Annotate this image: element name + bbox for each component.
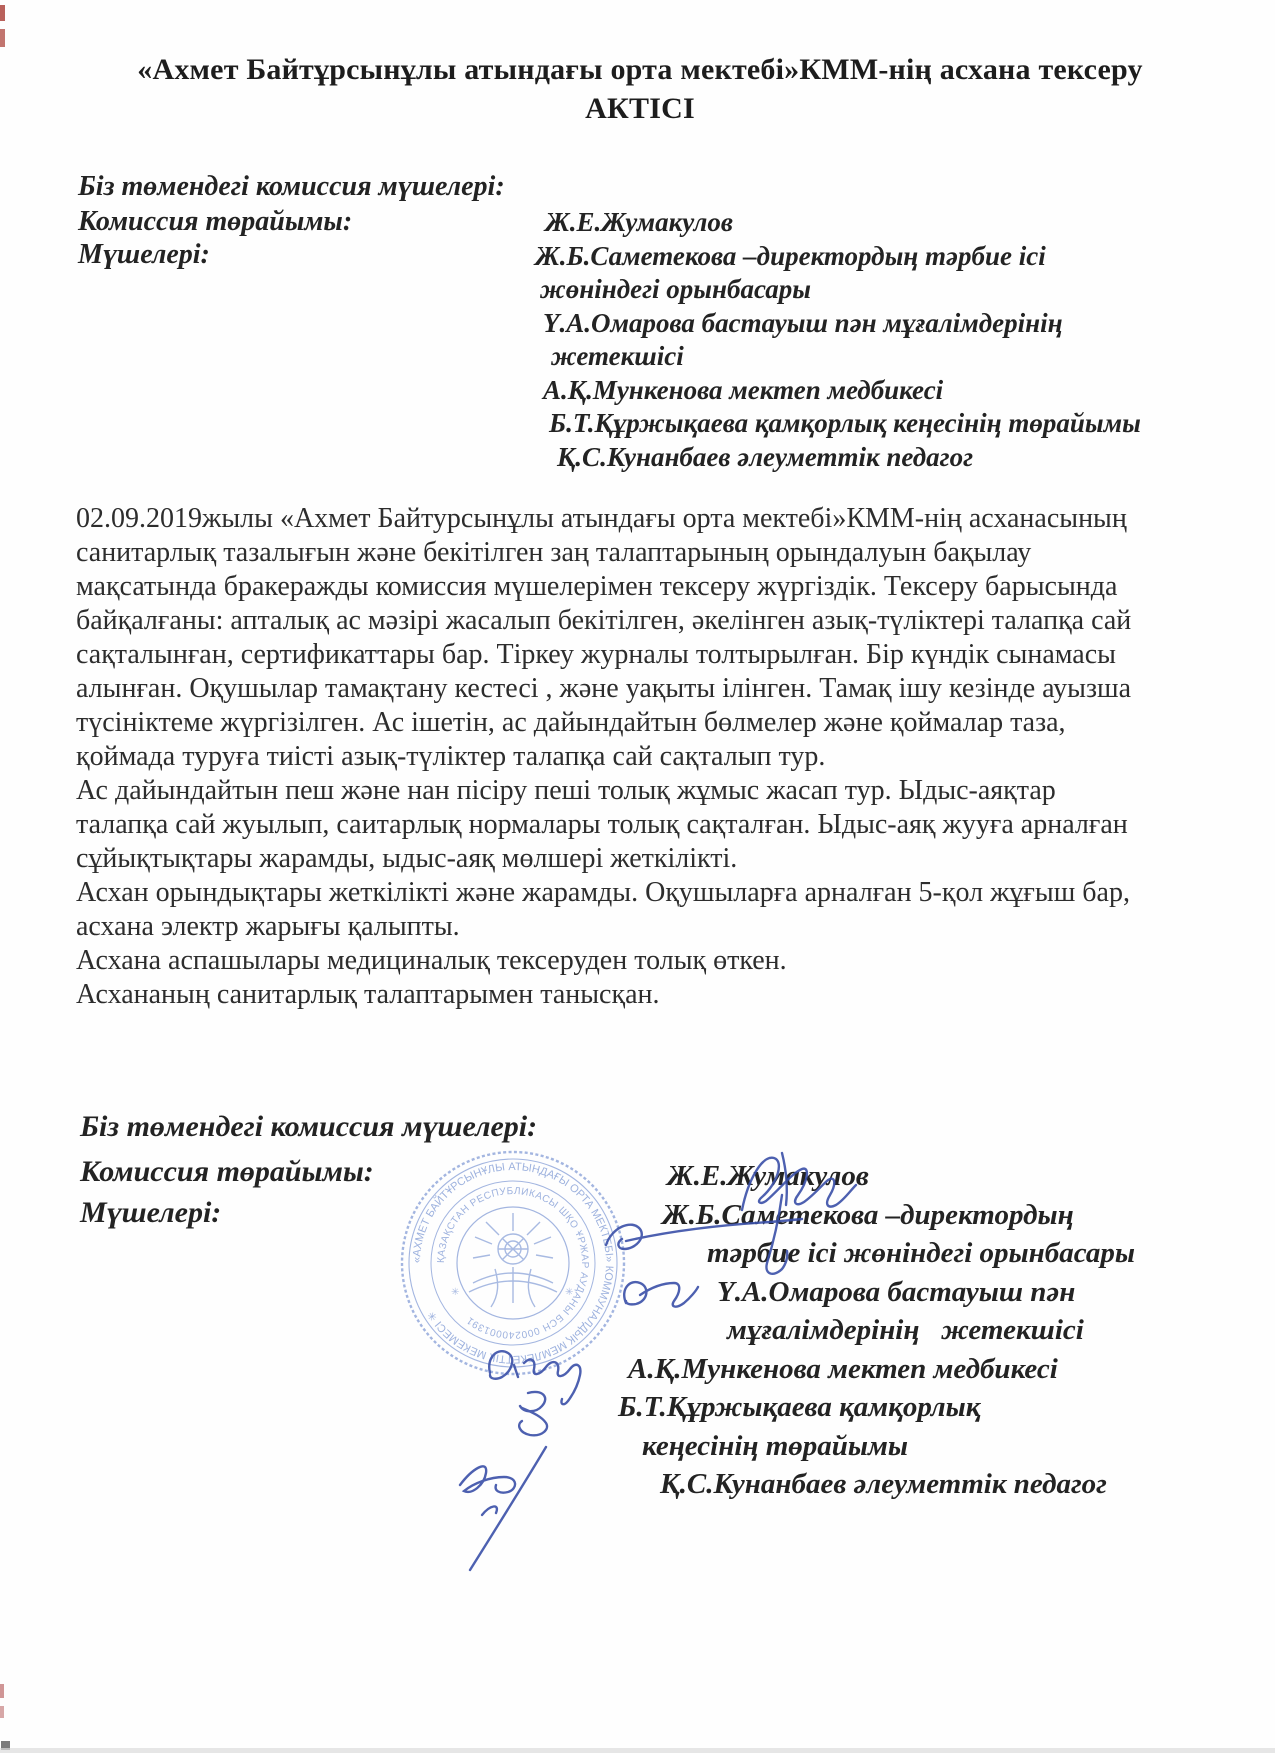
body-line: Ас дайындайтын пеш және нан пісіру пеші толық жұмыс жасап тур. Ыдыс-аяқтар [76,775,1056,806]
act-body-paragraph [76,502,1226,1012]
member-line: жетекшісі [551,341,684,371]
signature-kurzhykaeva-icon [519,1392,547,1435]
body-line: түсініктеме жүргізілген. Ас ішетін, ас дайындайтын бөлмелер және қоймалар таза, [76,707,1066,738]
scan-artifact-mark [0,1684,4,1698]
member-line: А.Қ.Мункенова мектеп медбикесі [628,1352,1058,1385]
scan-artifact-mark [0,29,5,47]
top-commission-heading: Біз төмендегі комиссия мүшелері: [78,171,505,202]
body-line: қоймада туруға тиісті азық-түліктер талапқа сай сақталып тур. [76,741,826,772]
stamp-ornament-left: ✳ [451,1287,460,1298]
member-line: Ж.Б.Саметекова –директордың тәрбие ісі [535,240,1046,271]
stamp-ornament-right: ✳ [565,1287,574,1298]
signature-sametekova-icon [606,1195,802,1274]
body-line: алынған. Оқушылар тамақтану кестесі , және уақыты ілінген. Тамақ ішу кезінде ауызша [76,673,1132,704]
member-line: тәрбие ісі жөніндегі орынбасары [707,1237,1135,1269]
top-members-label: Мүшелері: [78,239,210,270]
bottom-commission-heading: Біз төмендегі комиссия мүшелері: [80,1110,538,1143]
body-line: Асхананың санитарлық талаптарымен танысқан. [76,979,660,1010]
signature-kunanbaev-icon [460,1447,546,1570]
body-line: Асхана аспашылары медициналық тексеруден толық өткен. [76,945,787,976]
member-line: кеңесінің төрайымы [642,1429,909,1462]
document-title [70,50,1210,128]
top-member-lines [535,206,1141,474]
document-title-line2: АКТІСІ [585,92,695,125]
member-line: Б.Т.Құржықаева қамқорлық [618,1391,981,1423]
signature-zhumakulov-icon [742,1153,856,1210]
body-line: сұйықтықтары жарамды, ыдыс-аяқ мөлшері жеткілікті. [76,843,738,874]
signatures-overlay [430,1125,900,1585]
member-line: мұғалімдерінің жетекшісі [727,1314,1084,1346]
member-line: Ж.Е.Жумакулов [667,1160,869,1192]
member-line: Қ.С.Кунанбаев әлеуметтік педагог [557,441,974,472]
scan-artifact-mark [0,5,5,21]
member-line: А.Қ.Мункенова мектеп медбикесі [543,374,944,405]
member-line: Б.Т.Құржықаева қамқорлық кеңесінің төрайымы [549,408,1141,438]
stamp-inner-ring-text: ҚАЗАҚСТАН РЕСПУБЛИКАСЫ ШҚО ҰРЖАР АУДАНЫ БСН 000240001391 [435,1185,591,1341]
body-line: Асхан орындықтары жеткілікті және жарамды. Оқушыларға арналған 5-қол жұғыш бар, [76,877,1130,908]
signature-munkenova-icon [489,1351,580,1404]
member-line: Ү.А.Омарова бастауыш пән мұғалімдерінің [543,307,1063,338]
body-line: 02.09.2019жылы «Ахмет Байтурсынұлы атындағы орта мектебі»КММ-нің асханасының [76,503,1127,534]
scan-bottom-edge [0,1748,1275,1753]
bottom-members-label: Мүшелері: [80,1196,222,1229]
body-line: мақсатында бракеражды комиссия мүшелерімен тексеру жүргіздік. Тексеру барысында [76,571,1118,602]
member-line: Ж.Е.Жумакулов [545,207,733,237]
stamp-outer-ring-text: «АХМЕТ БАЙТҰРСЫНҰЛЫ АТЫНДАҒЫ ОРТА МЕКТЕБІ» КОММУНАЛДЫҚ МЕМЛЕКЕТТІК МЕКЕМЕСІ ✳ [410,1160,616,1366]
document-title-line1: «Ахмет Байтұрсынұлы атындағы орта мектебі»КММ-нің асхана тексеру [137,53,1143,86]
body-line: сақталынған, сертификаттары бар. Тіркеу журналы толтырылған. Бір күндік сынамасы [76,639,1116,670]
body-line: асхана электр жарығы қалыпты. [76,911,460,942]
signature-omarova-icon [624,1282,698,1307]
body-line: байқалғаны: апталық ас мәзірі жасалып бекітілген, әкелінген азық-түліктері талапқа сай [76,605,1132,636]
bottom-chair-label: Комиссия төрайымы: [80,1155,374,1188]
member-line: жөніндегі орынбасары [540,274,812,304]
top-chair-label: Комиссия төрайымы: [78,206,353,237]
body-line: талапқа сай жуылып, саитарлық нормалары толық сақталған. Ыдыс-аяқ жууға арналған [76,809,1128,840]
body-line: санитарлық тазалығын және бекітілген заң талаптарының орындалуын бақылау [76,537,1032,568]
member-line: Ү.А.Омарова бастауыш пән [717,1275,1076,1308]
scan-artifact-mark [0,1706,4,1718]
member-line: Қ.С.Кунанбаев әлеуметтік педагог [660,1468,1107,1500]
member-line: Ж.Б.Саметекова –директордың [662,1198,1074,1231]
